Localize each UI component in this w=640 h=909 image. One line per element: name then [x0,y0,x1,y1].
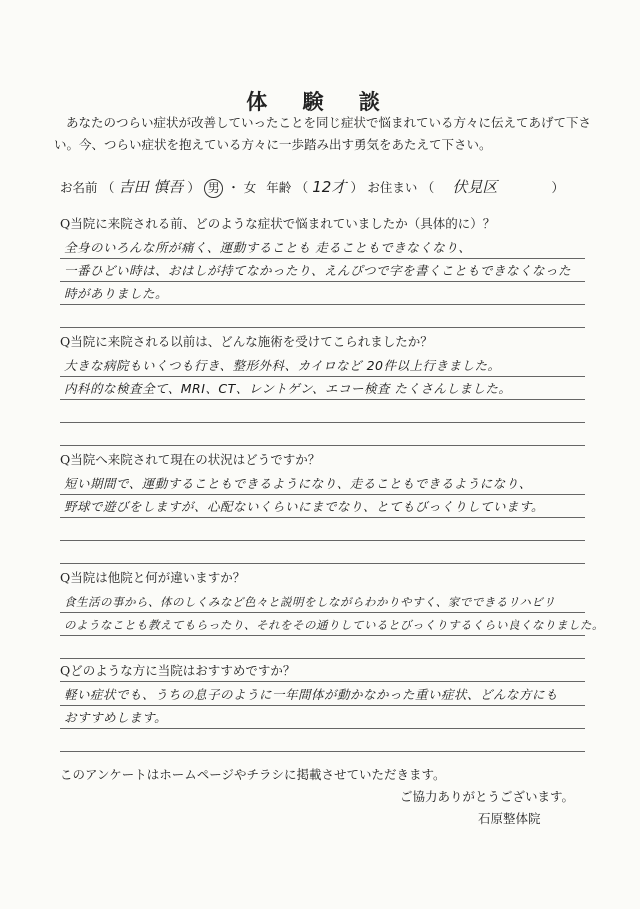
answer-line [60,423,585,446]
answer-line [60,541,585,564]
age-label: 年齢 [266,180,292,195]
answer-text: 食生活の事から、体のしくみなど色々と説明をしながらわかりやすく、家でできるリハビリ [64,595,556,609]
answer-3 [60,472,585,564]
answer-line [60,282,585,305]
answer-line [60,472,585,495]
answer-line [60,729,585,752]
address-label: お住まい [367,180,418,195]
paren-open: （ [295,181,309,196]
answer-line [60,377,585,400]
answer-line [60,495,585,518]
answer-line [60,518,585,541]
answer-line [60,683,585,706]
answer-line [60,305,585,328]
answer-text: 短い期間で、運動することもできるようになり、走ることもできるようになり、 [64,476,532,491]
paren-open: （ [421,181,435,196]
name-value: 吉田 慎吾 [118,178,184,196]
answer-text: のようなことも教えてもらったり、それをその通りしているとびっくりするくらい良くなりました。 [64,618,604,632]
answer-line [60,236,585,259]
question-5: Qどのような方に当院はおすすめですか？ [60,663,296,678]
paren-close: ） [187,181,201,196]
answer-2 [60,354,585,446]
paren-close: ） [350,181,364,196]
answer-text: 内科的な検査全て、MRI、CT、レントゲン、エコー検査 たくさんしました。 [64,381,512,396]
page-title: 体 験 談 [246,89,394,114]
question-1: Q当院に来院される前、どのような症状で悩まれていましたか（具体的に）？ [60,216,496,231]
paren-close: ） [551,181,565,196]
answer-line [60,636,585,659]
answer-1 [60,236,585,328]
answer-text: おすすめします。 [64,710,168,725]
answer-line [60,259,585,282]
gender-male-circled: 男 [204,179,223,198]
answer-5 [60,683,585,752]
answer-text: 時がありました。 [64,286,169,301]
clinic-name: 石原整体院 [478,811,541,826]
question-3: Q当院へ来院されて現在の状況はどうですか？ [60,452,321,467]
answer-line [60,400,585,423]
answer-line [60,613,604,636]
thanks-text: ご協力ありがとうございます。 [400,789,575,804]
paren-open: （ [101,181,115,196]
publication-note: このアンケートはホームページやチラシに掲載させていただきます。 [60,767,446,782]
answer-line [60,706,585,729]
gender-female: 女 [243,180,257,195]
profile-row [60,176,580,198]
age-value: 12才 [312,178,347,196]
answer-text: 野球で遊びをしますが、心配ないくらいにまでなり、とてもびっくりしています。 [64,499,545,514]
answer-text: 一番ひどい時は、おはしが持てなかったり、えんぴつで字を書くこともできなくなった [64,263,572,278]
intro-text [54,112,599,156]
answer-line [60,354,585,377]
address-value: 伏見区 [452,178,498,196]
answer-text: 大きな病院もいくつも行き、整形外科、カイロなど 20件以上行きました。 [64,358,501,373]
answer-line [60,590,585,613]
answer-text: 軽い症状でも、うちの息子のように一年間体が動かなかった重い症状、どんな方にも [64,687,559,702]
gender-separator: ・ [227,180,240,195]
intro-paragraph: あなたのつらい症状が改善していったことを同じ症状で悩まれている方々に伝えてあげて下さい。今、つらい症状を抱えている方々に一歩踏み出す勇気をあたえて下さい。 [54,115,592,152]
answer-text: 全身のいろんな所が痛く、運動することも 走ることもできなくなり、 [64,240,472,255]
question-2: Q当院に来院される以前は、どんな施術を受けてこられましたか？ [60,334,433,349]
name-label: お名前 [60,180,98,195]
question-4: Q当院は他院と何が違いますか？ [60,570,246,585]
